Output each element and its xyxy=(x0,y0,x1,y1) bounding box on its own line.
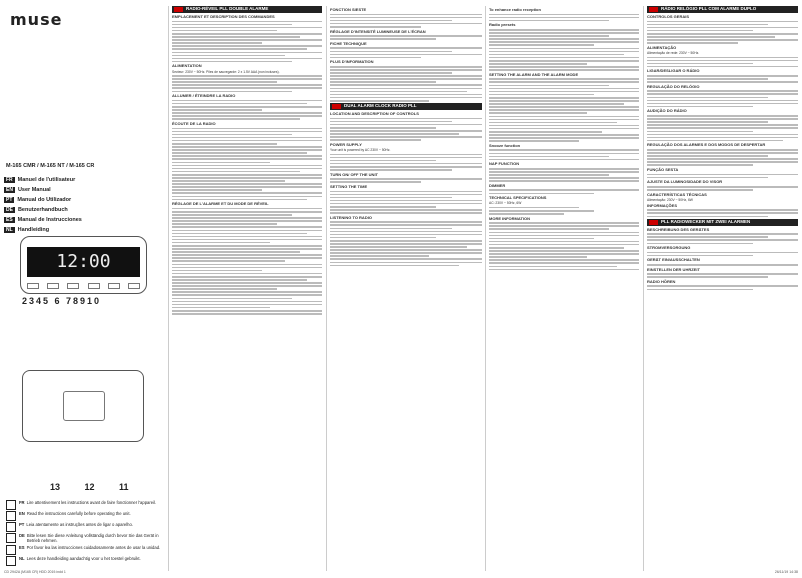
heading: FUNÇÃO SESTA xyxy=(647,167,679,173)
heading: EINSTELLEN DER UHRZEIT xyxy=(647,266,700,272)
heading: SETTING THE TIME xyxy=(330,183,368,189)
book-icon xyxy=(6,545,16,555)
heading: POWER SUPPLY xyxy=(330,141,362,147)
language-es xyxy=(4,216,82,224)
heading: LOCATION AND DESCRIPTION OF CONTROLS xyxy=(330,111,419,117)
heading: CONTROLOS GERAIS xyxy=(647,14,690,19)
brand-logo: muse xyxy=(10,10,63,29)
flag-icon xyxy=(174,7,183,12)
lang-code: NL xyxy=(6,227,13,233)
section-banner: DUAL ALARM CLOCK RADIO PLL xyxy=(330,103,482,110)
warning-code: FR xyxy=(19,500,25,505)
heading: BESCHREIBUNG DES GERÄTES xyxy=(647,226,710,232)
column-pt-de xyxy=(647,6,798,566)
book-icon xyxy=(6,522,16,532)
heading: Radio presets xyxy=(489,22,516,28)
heading: INFORMAÇÕES xyxy=(647,202,677,208)
warning-en xyxy=(6,511,161,521)
heading: STROMVERSORGUNG xyxy=(647,245,691,251)
heading: PLUS D'INFORMATION xyxy=(330,59,374,65)
flag-icon xyxy=(649,7,658,12)
heading: CARACTERÍSTICAS TÉCNICAS xyxy=(647,191,707,197)
lang-code: ES xyxy=(6,217,13,223)
lang-name: Manual do Utilizador xyxy=(17,197,72,203)
lang-name: Benutzerhandbuch xyxy=(17,207,68,213)
heading: FONCTION SIESTE xyxy=(330,7,367,12)
flag-icon xyxy=(332,104,341,109)
warning-code: EN xyxy=(19,511,25,516)
language-fr xyxy=(4,176,75,184)
heading: FICHE TECHNIQUE xyxy=(330,40,367,46)
warning-text: Lees deze handleiding aandachtig voor u het toestel gebruikt. xyxy=(26,556,141,561)
language-nl xyxy=(4,226,49,234)
book-icon xyxy=(6,533,16,543)
callout-numbers-top: 2345 6 78910 xyxy=(22,296,102,306)
section-banner: RÁDIO RELÓGIO PLL COM ALARME DUPLO xyxy=(647,6,798,13)
heading: ALIMENTATION xyxy=(172,63,202,69)
heading: GERÄT EIN/AUSSCHALTEN xyxy=(647,257,700,263)
lang-name: Manuel de l'utilisateur xyxy=(17,177,76,183)
warning-pt xyxy=(6,522,161,532)
paragraph: Alimentação: 230V ~ 50Hz, 6W xyxy=(647,197,693,202)
heading: AJUSTE DA LUMINOSIDADE DO VISOR xyxy=(647,179,723,185)
heading: RÉGLAGE DE L'ALARME ET DU MODE DE RÉVEIL xyxy=(172,201,269,207)
warning-fr xyxy=(6,500,161,510)
heading: AUDIÇÃO DO RÁDIO xyxy=(647,108,687,114)
warning-text: Leia atentamente as instruções antes de ligar o aparelho. xyxy=(26,522,133,527)
callout-numbers-bottom: 13 12 11 xyxy=(50,482,129,492)
heading: Snooze function xyxy=(489,142,521,148)
heading: TECHNICAL SPECIFICATIONS xyxy=(489,195,547,201)
lang-code: FR xyxy=(6,177,13,183)
lang-code: PT xyxy=(6,197,13,203)
paragraph: Secteur: 230V ~ 50Hz. Piles de sauvegarde: 2 x 1.5V AAA (non incluses). xyxy=(172,69,280,74)
language-de xyxy=(4,206,68,214)
heading: LIGAR/DESLIGAR O RÁDIO xyxy=(647,68,700,74)
heading: LISTENING TO RADIO xyxy=(330,214,372,220)
book-icon xyxy=(6,500,16,510)
print-date: 26/11/19 14:38 xyxy=(774,570,798,574)
warning-de xyxy=(6,533,161,543)
print-footer: CD 2942A (M165 CR) HDD 2019.indd 1 xyxy=(4,570,66,574)
language-en xyxy=(4,186,51,194)
device-buttons xyxy=(27,283,140,289)
heading: MORE INFORMATION xyxy=(489,215,531,221)
warning-text: Por favor lea las instrucciones cuidadosamente antes de usar la unidad. xyxy=(26,545,161,550)
heading: TURN ON/ OFF THE UNIT xyxy=(330,171,378,177)
flag-icon xyxy=(649,220,658,225)
heading: RÉGLAGE D'INTENSITÉ LUMINEUSE DE L'ÉCRAN xyxy=(330,28,426,34)
lang-code: EN xyxy=(6,187,13,193)
warning-nl xyxy=(6,556,161,566)
heading: ALIMENTAÇÃO xyxy=(647,44,677,50)
device-front-illustration xyxy=(20,236,147,294)
section-banner: PLL RADIOWECKER MIT ZWEI ALARMEN xyxy=(647,219,798,226)
paragraph: AC: 230V ~ 50Hz, 6W xyxy=(489,201,522,206)
heading: DIMMER xyxy=(489,182,506,188)
lang-name: Manual de Instrucciones xyxy=(17,217,82,223)
warning-text: Read the instructions carefully before operating the unit. xyxy=(26,511,131,516)
warning-code: DE xyxy=(19,533,25,538)
paragraph: Alimentação de rede: 230V ~ 50Hz. xyxy=(647,50,700,55)
heading: To enhance radio reception xyxy=(489,7,541,12)
heading: ÉCOUTE DE LA RADIO xyxy=(172,120,216,126)
model-number: M-165 CMR / M-165 NT / M-165 CR xyxy=(6,163,95,169)
section-banner: RADIO-RÉVEIL PLL DOUBLE ALARME xyxy=(172,6,322,13)
heading: RADIO HÖREN xyxy=(647,278,676,284)
warning-text: Bitte lesen Sie diese Anleitung vollständig durch bevor Sie das Gerät in Betrieb nehmen. xyxy=(26,533,159,543)
heading: REGULAÇÃO DO RELÓGIO xyxy=(647,83,700,89)
lang-name: User Manual xyxy=(17,187,51,193)
warning-text: Lire attentivement les instructions avant de faire fonctionner l'appareil. xyxy=(26,500,157,505)
heading: EMPLACEMENT ET DESCRIPTION DES COMMANDES xyxy=(172,14,275,19)
book-icon xyxy=(6,511,16,521)
language-pt xyxy=(4,196,71,204)
device-back-illustration xyxy=(22,370,144,442)
warning-code: ES xyxy=(19,545,25,550)
heading: NAP FUNCTION xyxy=(489,161,520,167)
paragraph: Your unit is powered by AC 230V ~ 50Hz. xyxy=(330,147,391,152)
column-fr-en xyxy=(330,6,482,566)
warning-code: PT xyxy=(19,522,25,527)
column-fr-1 xyxy=(172,6,322,566)
warning-code: NL xyxy=(19,556,25,561)
warning-es xyxy=(6,545,161,555)
column-en xyxy=(489,6,639,566)
lang-code: DE xyxy=(6,207,13,213)
heading: SETTING THE ALARM AND THE ALARM MODE xyxy=(489,71,579,77)
lang-name: Handleiding xyxy=(17,227,50,233)
device-display: 12:00 xyxy=(27,247,140,277)
book-icon xyxy=(6,556,16,566)
heading: REGULAÇÃO DOS ALARMES E DOS MODOS DE DESPERTAR xyxy=(647,142,766,148)
heading: ALLUMER / ÉTEINDRE LA RADIO xyxy=(172,93,236,99)
